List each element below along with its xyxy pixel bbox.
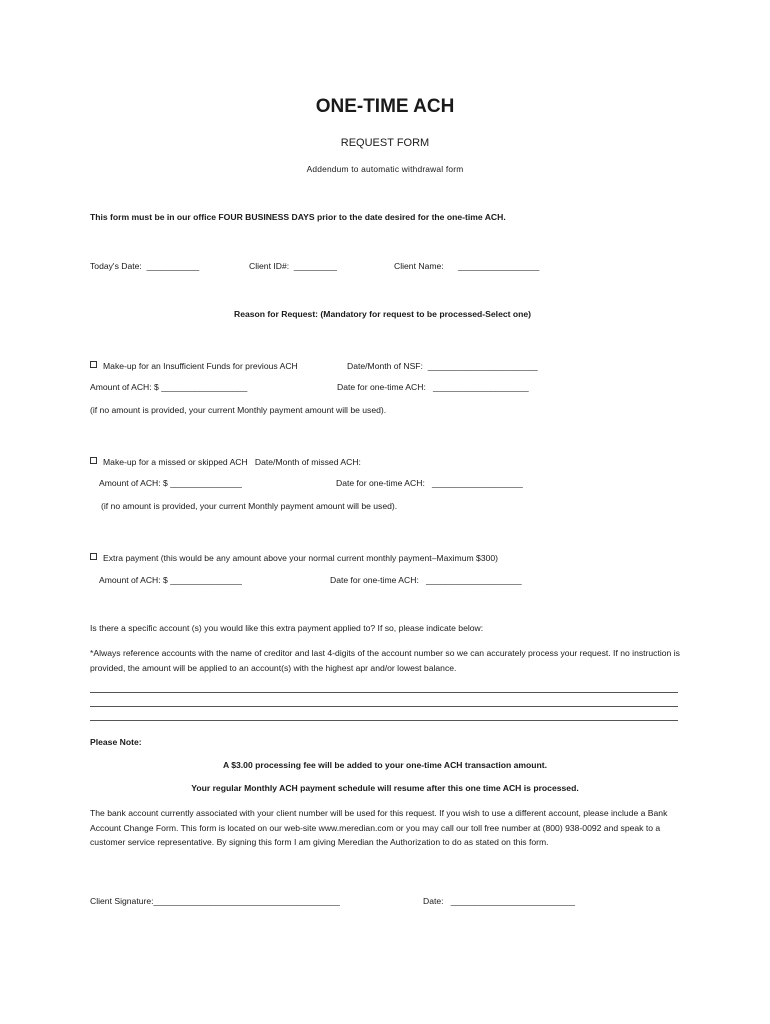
missed-amount-field[interactable] bbox=[99, 478, 242, 488]
missed-ach-date-blank: ___________________ bbox=[432, 478, 523, 488]
nsf-amount-blank: __________________ bbox=[161, 382, 248, 392]
checkbox-extra[interactable] bbox=[90, 553, 97, 560]
reason-heading: Reason for Request: (Mandatory for request to be processed-Select one) bbox=[234, 309, 532, 319]
missed-amount-label: Amount of ACH: $ bbox=[99, 478, 168, 488]
checkbox-missed[interactable] bbox=[90, 457, 97, 464]
checkbox-nsf[interactable] bbox=[90, 361, 97, 368]
missed-date-label: Date/Month of missed ACH: bbox=[254, 457, 361, 467]
extra-ach-date-label: Date for one-time ACH: bbox=[330, 575, 419, 585]
option-nsf[interactable] bbox=[90, 361, 298, 371]
client-signature-label: Client Signature: bbox=[90, 896, 154, 906]
account-line-1[interactable] bbox=[90, 692, 678, 693]
todays-date-blank: ___________ bbox=[146, 261, 200, 271]
extra-ach-date-blank: ____________________ bbox=[426, 575, 522, 585]
nsf-date-blank: _______________________ bbox=[427, 361, 538, 371]
account-question: Is there a specific account (s) you would like this extra payment applied to? If so, please indicate below: bbox=[90, 623, 484, 633]
extra-amount-label: Amount of ACH: $ bbox=[99, 575, 168, 585]
missed-amount-blank: _______________ bbox=[170, 478, 242, 488]
form-subtitle: REQUEST FORM bbox=[340, 137, 430, 149]
client-name-blank: _________________ bbox=[458, 261, 540, 271]
signature-date-field[interactable] bbox=[423, 896, 575, 906]
option-extra[interactable] bbox=[90, 553, 498, 563]
account-line-2[interactable] bbox=[90, 706, 678, 707]
client-name-field[interactable] bbox=[394, 261, 539, 271]
client-id-field[interactable] bbox=[249, 261, 337, 271]
option-nsf-label: Make-up for an Insufficient Funds for previous ACH bbox=[103, 361, 298, 371]
option-missed[interactable] bbox=[90, 457, 361, 467]
extra-amount-field[interactable] bbox=[99, 575, 242, 585]
account-line-3[interactable] bbox=[90, 720, 678, 721]
nsf-ach-date-field[interactable] bbox=[337, 382, 529, 392]
option-extra-label: Extra payment (this would be any amount above your normal current monthly payment–Maximum $300) bbox=[103, 553, 499, 563]
form-title: ONE-TIME ACH bbox=[315, 96, 455, 117]
nsf-amount-field[interactable] bbox=[90, 382, 247, 392]
client-signature-field[interactable] bbox=[90, 896, 340, 906]
bank-account-paragraph: The bank account currently associated with your client number will be used for this request. If you wish to use a different account, please include a Bank Account Change Form. This form is located on our web-site www.meredian.com or you may call our toll free number at (800) 938-0092 and speak to a customer service representative. By signing this form I am giving Meredian the Authorization to do as stated on this form. bbox=[90, 808, 668, 847]
client-signature-blank: _______________________________________ bbox=[153, 896, 340, 906]
nsf-amount-label: Amount of ACH: $ bbox=[90, 382, 159, 392]
please-note-heading: Please Note: bbox=[90, 737, 142, 747]
todays-date-field[interactable] bbox=[90, 261, 199, 271]
missed-amount-note: (if no amount is provided, your current Monthly payment amount will be used). bbox=[101, 501, 398, 511]
nsf-date-field[interactable] bbox=[347, 361, 538, 371]
nsf-ach-date-blank: ____________________ bbox=[433, 382, 529, 392]
missed-ach-date-field[interactable] bbox=[336, 478, 523, 488]
client-name-label: Client Name: bbox=[394, 261, 444, 271]
resume-notice: Your regular Monthly ACH payment schedule will resume after this one time ACH is processed. bbox=[191, 783, 579, 793]
client-id-label: Client ID#: bbox=[249, 261, 290, 271]
extra-ach-date-field[interactable] bbox=[330, 575, 522, 585]
form-caption: Addendum to automatic withdrawal form bbox=[306, 164, 464, 174]
extra-amount-blank: _______________ bbox=[170, 575, 242, 585]
account-instruction: *Always reference accounts with the name of creditor and last 4-digits of the account number so we can accurately process your request. If no instruction is provided, the amount will be applied to an account(s) with the highest apr and/or lowest balance. bbox=[90, 648, 680, 673]
signature-date-label: Date: bbox=[423, 896, 444, 906]
nsf-date-label: Date/Month of NSF: bbox=[347, 361, 423, 371]
nsf-amount-note: (if no amount is provided, your current Monthly payment amount will be used). bbox=[90, 405, 387, 415]
option-missed-label: Make-up for a missed or skipped ACH bbox=[103, 457, 248, 467]
fee-notice: A $3.00 processing fee will be added to your one-time ACH transaction amount. bbox=[222, 760, 548, 770]
missed-ach-date-label: Date for one-time ACH: bbox=[336, 478, 425, 488]
signature-date-blank: __________________________ bbox=[450, 896, 575, 906]
client-id-blank: _________ bbox=[293, 261, 337, 271]
nsf-ach-date-label: Date for one-time ACH: bbox=[337, 382, 426, 392]
deadline-notice: This form must be in our office FOUR BUSINESS DAYS prior to the date desired for the one-time ACH. bbox=[90, 212, 506, 222]
todays-date-label: Today's Date: bbox=[90, 261, 142, 271]
